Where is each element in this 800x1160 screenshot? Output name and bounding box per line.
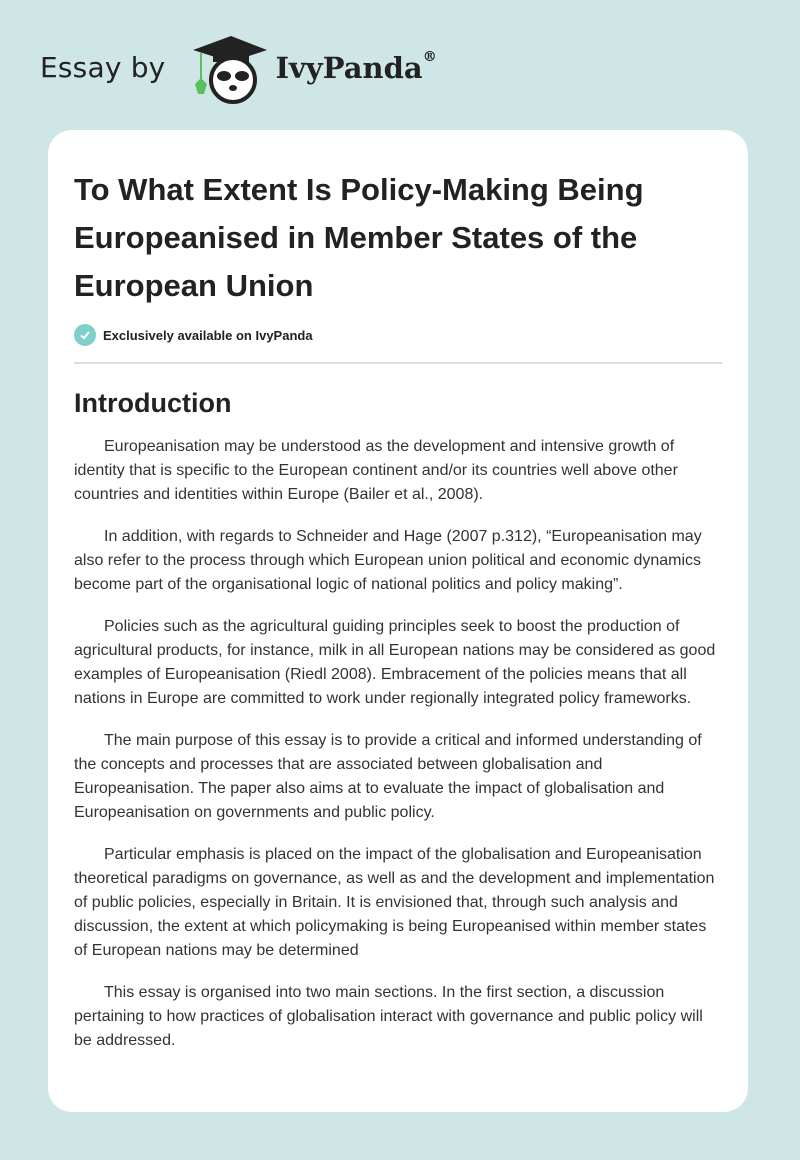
- exclusive-badge: [74, 324, 722, 346]
- paragraph: Policies such as the agricultural guiding principles seek to boost the production of agricultural products, for instance, milk in all European nations may be considered as good examples of Europeanisation (Riedl 2008). Embracement of the policies means that all nations in Europe are committed to work under regionally integrated policy frameworks.: [74, 618, 716, 707]
- paragraph: The main purpose of this essay is to provide a critical and informed understanding of the concepts and processes that are associated between globalisation and Europeanisation. The paper also aims at to evaluate the impact of globalisation and Europeanisation on governments and public policy.: [74, 732, 702, 821]
- check-icon: [74, 324, 96, 346]
- site-header: [40, 30, 437, 105]
- paragraph: In addition, with regards to Schneider and Hage (2007 p.312), “Europeanisation may also refer to the process through which European union political and economic dynamics become part of the organisational logic of national politics and policy making”.: [74, 528, 702, 593]
- essay-by-label: Essay by: [40, 51, 166, 84]
- divider: [74, 362, 722, 364]
- paragraph: Particular emphasis is placed on the impact of the globalisation and Europeanisation theoretical paradigms on governance, as well as and the development and implementation of public policies, especially in Britain. It is envisioned that, through such analysis and discussion, the extent at which policymaking is being Europeanised within member states of European nations may be determined: [74, 846, 715, 959]
- essay-title: To What Extent Is Policy-Making Being Europeanised in Member States of the European Union: [74, 172, 644, 303]
- section-heading: Introduction: [74, 388, 232, 418]
- paragraph: This essay is organised into two main sections. In the first section, a discussion pertaining to how practices of globalisation interact with governance and public policy will be addressed.: [74, 984, 703, 1049]
- brand-name: IvyPanda®: [275, 48, 437, 85]
- badge-label: Exclusively available on IvyPanda: [103, 327, 313, 343]
- panda-logo-icon[interactable]: [183, 28, 269, 108]
- essay-card: [48, 130, 748, 1112]
- paragraph: Europeanisation may be understood as the development and intensive growth of identity that is specific to the European continent and/or its countries well above other countries and identities within Europe (Bailer et al., 2008).: [74, 438, 678, 503]
